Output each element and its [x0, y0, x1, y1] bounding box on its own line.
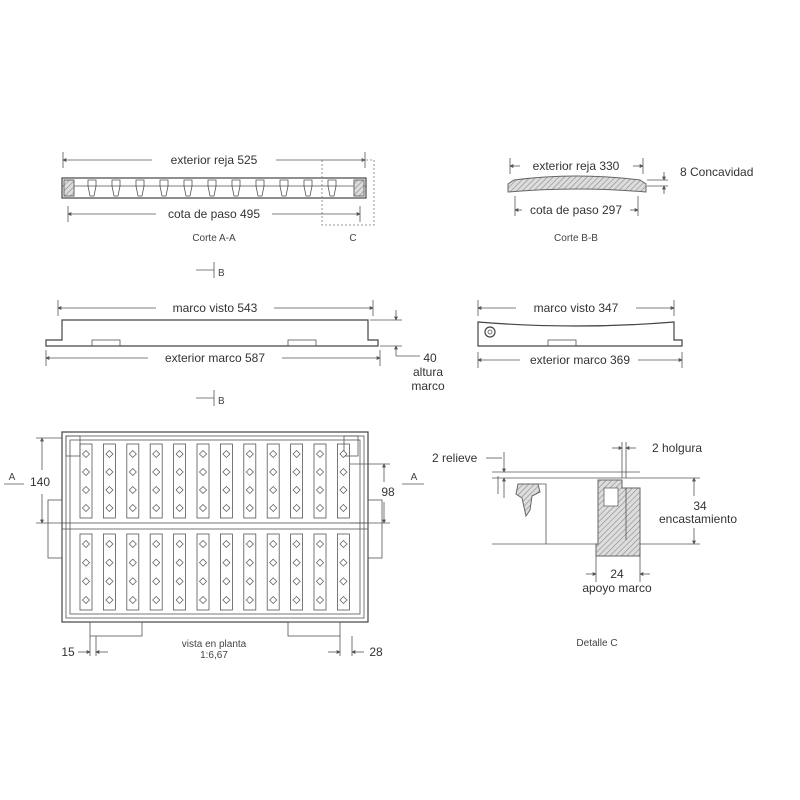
apoyo-label: apoyo marco — [582, 581, 652, 595]
grate-stud — [316, 559, 323, 566]
corte-aa-caption: Corte A-A — [192, 233, 236, 244]
altura-label: altura — [412, 365, 444, 379]
grate-stud — [82, 578, 89, 585]
dim-140: 140 — [29, 475, 51, 489]
marco-visto-543-label: marco visto 543 — [172, 301, 258, 315]
grate-stud — [223, 450, 230, 457]
grate-stud — [176, 540, 183, 547]
grate-stud — [246, 468, 253, 475]
grate-stud — [246, 540, 253, 547]
grate-stud — [340, 578, 347, 585]
grate-stud — [176, 450, 183, 457]
section-mark-b-bottom — [196, 390, 225, 407]
grate-stud — [106, 540, 113, 547]
grate-stud — [293, 486, 300, 493]
exterior-marco-587-label: exterior marco 587 — [164, 351, 266, 365]
grate-stud — [340, 486, 347, 493]
grate-stud — [293, 468, 300, 475]
grate-bar-profiles — [88, 180, 336, 196]
grate-stud — [223, 559, 230, 566]
grate-stud — [129, 450, 136, 457]
encastamiento-value: 34 — [693, 499, 707, 513]
concavidad-label: 8 Concavidad — [680, 165, 754, 179]
grate-stud — [293, 450, 300, 457]
marco-front-view — [46, 300, 445, 393]
corte-aa-view — [62, 152, 374, 244]
grate-stud — [270, 486, 277, 493]
grate-stud — [293, 578, 300, 585]
grate-stud — [246, 578, 253, 585]
grate-stud — [340, 450, 347, 457]
grate-stud — [316, 450, 323, 457]
grate-stud — [106, 596, 113, 603]
grate-stud — [223, 578, 230, 585]
plan-caption: vista en planta — [181, 639, 247, 650]
grate-stud — [316, 596, 323, 603]
grate-stud — [246, 559, 253, 566]
grate-stud — [340, 468, 347, 475]
grate-stud — [82, 486, 89, 493]
grate-stud — [270, 578, 277, 585]
grate-stud — [270, 504, 277, 511]
cota-paso-297-label: cota de paso 297 — [529, 203, 623, 217]
marco-label: marco — [411, 379, 445, 393]
svg-text:B: B — [218, 268, 225, 279]
grate-stud — [82, 468, 89, 475]
grate-stud — [129, 504, 136, 511]
cota-paso-495-label: cota de paso 495 — [167, 207, 261, 221]
grate-stud — [199, 450, 206, 457]
grate-stud — [129, 559, 136, 566]
grate-stud — [106, 504, 113, 511]
grate-stud — [246, 450, 253, 457]
grate-stud — [223, 596, 230, 603]
grate-stud — [199, 540, 206, 547]
grate-stud — [340, 559, 347, 566]
section-mark-a-right — [402, 472, 424, 484]
grate-stud — [316, 540, 323, 547]
grate-stud — [270, 468, 277, 475]
grate-stud — [223, 468, 230, 475]
grate-stud — [176, 559, 183, 566]
exterior-reja-525-label: exterior reja 525 — [170, 153, 258, 167]
svg-text:A: A — [8, 472, 16, 483]
grate-stud — [82, 450, 89, 457]
grate-stud — [340, 504, 347, 511]
grate-stud — [340, 540, 347, 547]
grate-stud — [246, 504, 253, 511]
svg-text:B: B — [218, 396, 225, 407]
grate-stud — [176, 504, 183, 511]
grate-stud — [153, 578, 160, 585]
grate-stud — [270, 596, 277, 603]
grate-stud — [129, 468, 136, 475]
section-mark-a-left — [4, 472, 24, 484]
relieve-label: 2 relieve — [432, 451, 478, 465]
grate-stud — [153, 450, 160, 457]
section-mark-b-top — [196, 262, 225, 279]
dim-28: 28 — [369, 645, 383, 659]
grate-stud — [199, 504, 206, 511]
grate-stud — [106, 486, 113, 493]
grate-stud — [129, 540, 136, 547]
corte-bb-caption: Corte B-B — [554, 233, 598, 244]
grate-stud — [223, 504, 230, 511]
dim-15: 15 — [61, 645, 75, 659]
marco-visto-347-label: marco visto 347 — [533, 301, 619, 315]
grate-stud — [82, 596, 89, 603]
grate-stud — [199, 486, 206, 493]
detail-c-ref: C — [349, 233, 357, 244]
grate-stud — [129, 596, 136, 603]
detalle-c-view — [432, 441, 737, 649]
grate-stud — [293, 559, 300, 566]
grate-stud — [316, 504, 323, 511]
plan-view — [4, 432, 424, 661]
grate-stud — [82, 559, 89, 566]
grate-stud — [199, 559, 206, 566]
grate-stud — [316, 486, 323, 493]
grate-stud — [176, 596, 183, 603]
grate-stud — [106, 468, 113, 475]
grate-stud — [316, 468, 323, 475]
grate-stud — [153, 504, 160, 511]
grate-stud — [293, 596, 300, 603]
grate-stud — [199, 578, 206, 585]
corte-bb-view — [508, 158, 753, 244]
grate-stud — [153, 468, 160, 475]
grate-stud — [153, 486, 160, 493]
grate-stud — [199, 596, 206, 603]
grate-stud — [129, 486, 136, 493]
grate-stud — [246, 596, 253, 603]
grate-stud — [82, 504, 89, 511]
grate-stud — [293, 504, 300, 511]
grate-stud — [223, 540, 230, 547]
exterior-reja-330-label: exterior reja 330 — [532, 159, 620, 173]
grate-stud — [106, 578, 113, 585]
holgura-label: 2 holgura — [652, 441, 703, 455]
grate-stud — [316, 578, 323, 585]
exterior-marco-369-label: exterior marco 369 — [529, 353, 631, 367]
grate-stud — [176, 468, 183, 475]
detalle-c-caption: Detalle C — [576, 638, 618, 649]
grate-stud — [106, 559, 113, 566]
grate-stud — [270, 540, 277, 547]
plan-scale: 1:6,67 — [200, 650, 228, 661]
grate-stud — [246, 486, 253, 493]
grate-stud — [270, 450, 277, 457]
grate-stud — [293, 540, 300, 547]
altura-marco-value: 40 — [423, 351, 437, 365]
grate-stud — [176, 486, 183, 493]
grate-stud — [270, 559, 277, 566]
marco-side-view — [478, 300, 682, 368]
dim-98: 98 — [381, 485, 395, 499]
grate-stud — [106, 450, 113, 457]
grate-stud — [153, 540, 160, 547]
grate-slots — [80, 444, 349, 610]
grate-stud — [153, 559, 160, 566]
grate-stud — [199, 468, 206, 475]
grate-stud — [223, 486, 230, 493]
svg-text:A: A — [410, 472, 418, 483]
grate-stud — [129, 578, 136, 585]
apoyo-value: 24 — [610, 567, 624, 581]
grate-stud — [82, 540, 89, 547]
encastamiento-label: encastamiento — [658, 512, 738, 526]
grate-stud — [153, 596, 160, 603]
grate-stud — [340, 596, 347, 603]
grate-stud — [176, 578, 183, 585]
